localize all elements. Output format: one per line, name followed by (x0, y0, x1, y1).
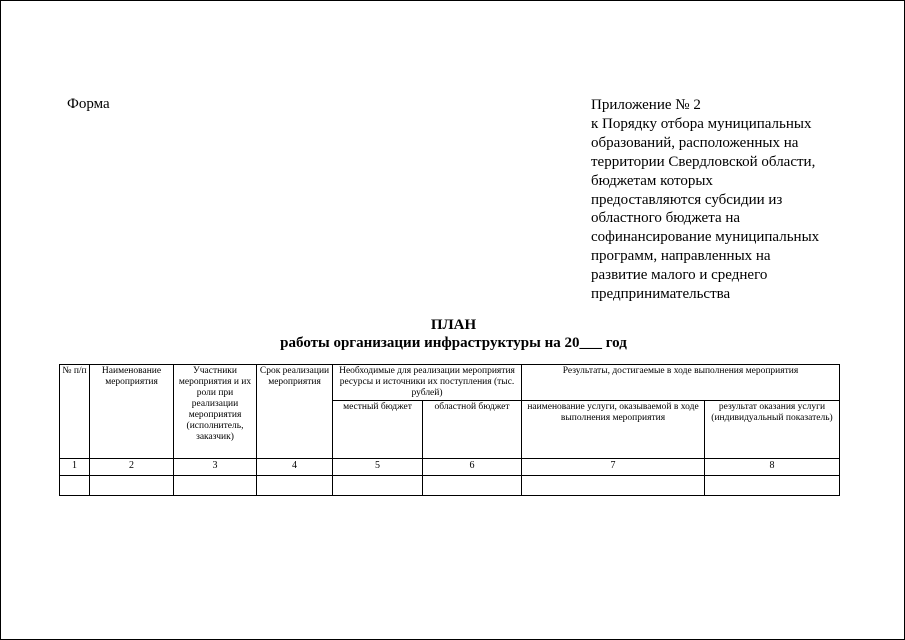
plan-title-line1: ПЛАН (430, 317, 477, 333)
column-number: 7 (522, 459, 705, 476)
plan-title (1, 316, 905, 352)
appendix-line: предоставляются субсидии из (591, 191, 783, 208)
appendix-line: областного бюджета на (591, 210, 741, 227)
appendix-line: к Порядку отбора муниципальных (591, 115, 812, 132)
column-number: 8 (705, 459, 840, 476)
table-cell[interactable] (705, 476, 840, 496)
appendix-line: софинансирование муниципальных (591, 229, 820, 246)
column-number: 1 (60, 459, 90, 476)
table-cell[interactable] (333, 476, 423, 496)
form-label: Форма (67, 96, 110, 112)
header-cell-service-name: наименование услуги, оказываемой в ходе выполнения мероприятия (522, 401, 705, 459)
table-number-row (60, 459, 840, 476)
table-cell[interactable] (522, 476, 705, 496)
column-number: 6 (423, 459, 522, 476)
appendix-line: предпринимательства (591, 286, 731, 303)
table-cell[interactable] (423, 476, 522, 496)
appendix-line: программ, направленных на (591, 248, 771, 265)
header-cell-participants: Участники мероприятия и их роли при реализации мероприятия (исполнитель, заказчик) (174, 365, 257, 459)
plan-title-line2: работы организации инфраструктуры на 20___ год (280, 335, 627, 351)
plan-table (59, 364, 840, 496)
header-cell-term: Срок реализации мероприятия (257, 365, 333, 459)
table-cell[interactable] (174, 476, 257, 496)
table-header-row (60, 365, 840, 401)
header-cell-local-budget: местный бюджет (333, 401, 423, 459)
table-cell[interactable] (257, 476, 333, 496)
appendix-line: образований, расположенных на (591, 134, 799, 151)
header-cell-name: Наименование мероприятия (90, 365, 174, 459)
column-number: 5 (333, 459, 423, 476)
header-cell-regional-budget: областной бюджет (423, 401, 522, 459)
header-cell-service-result: результат оказания услуги (индивидуальный показатель) (705, 401, 840, 459)
column-number: 2 (90, 459, 174, 476)
appendix-line: территории Свердловской области, (591, 153, 816, 170)
header-cell-results: Результаты, достигаемые в ходе выполнения мероприятия (522, 365, 840, 401)
appendix-block (591, 96, 841, 304)
table-cell[interactable] (60, 476, 90, 496)
appendix-line: бюджетам которых (591, 172, 713, 189)
appendix-line: развитие малого и среднего (591, 267, 768, 284)
header-cell-no: № п/п (60, 365, 90, 459)
column-number: 3 (174, 459, 257, 476)
column-number: 4 (257, 459, 333, 476)
table-cell[interactable] (90, 476, 174, 496)
table-blank-row (60, 476, 840, 496)
appendix-line: Приложение № 2 (591, 97, 701, 113)
header-cell-resources: Необходимые для реализации мероприятия ресурсы и источники их поступления (тыс. рублей) (333, 365, 522, 401)
